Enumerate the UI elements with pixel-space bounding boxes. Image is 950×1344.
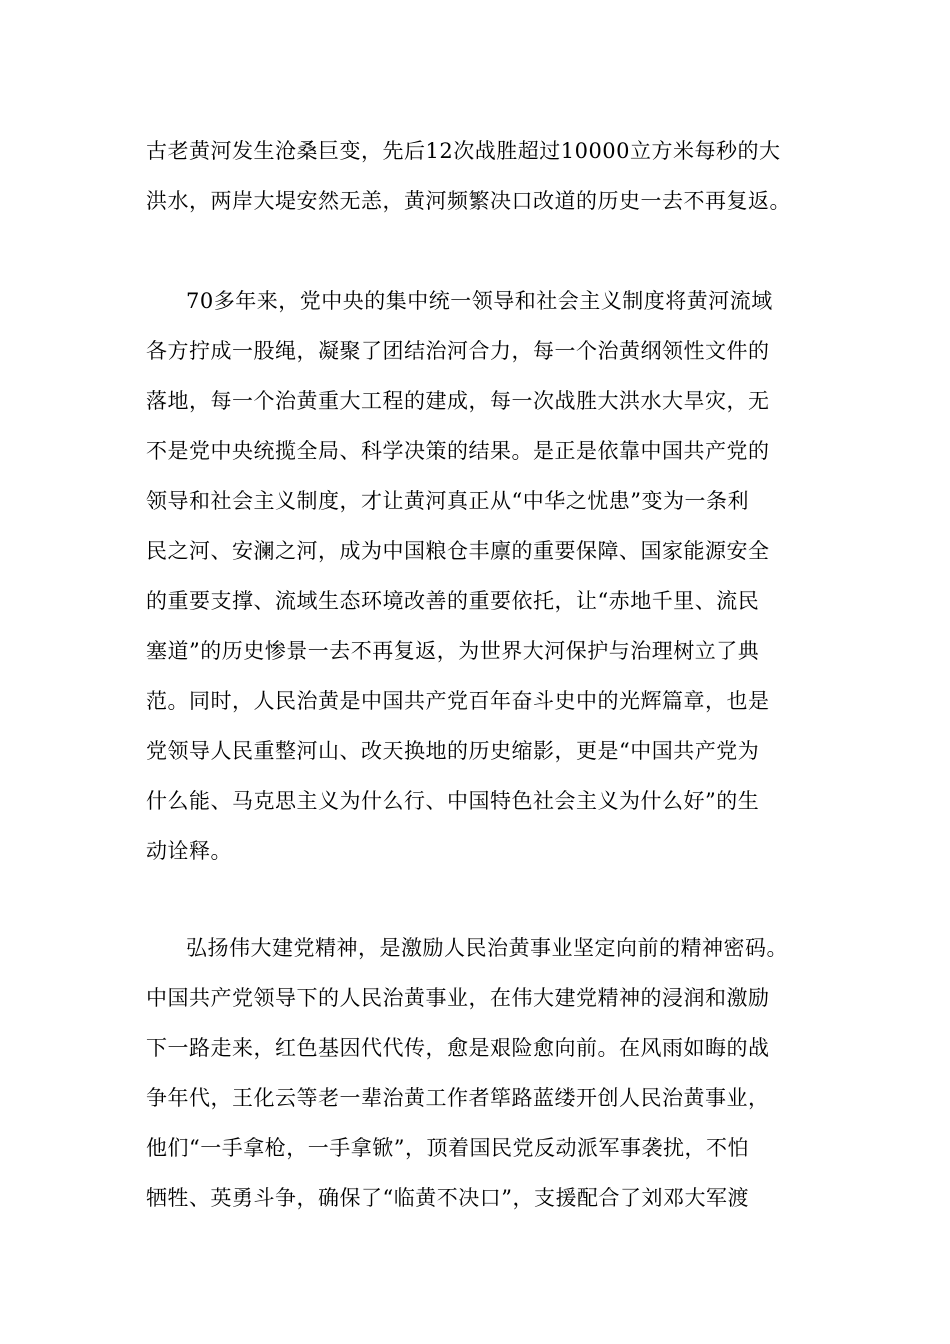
paragraph-2-line-1: 70多年来，党中央的集中统一领导和社会主义制度将黄河流域: [186, 289, 773, 313]
paragraph-3-line-4: 争年代，王化云等老一辈治黄工作者筚路蓝缕开创人民治黄事业，: [146, 1086, 770, 1110]
paragraph-3-line-2: 中国共产党领导下的人民治黄事业，在伟大建党精神的浸润和激励: [146, 986, 770, 1010]
paragraph-3-line-6: 牺牲、英勇斗争，确保了“临黄不决口”，支援配合了刘邓大军渡: [146, 1186, 749, 1210]
paragraph-1-line-1: 古老黄河发生沧桑巨变，先后12次战胜超过10000立方米每秒的大: [146, 139, 781, 163]
paragraph-2-line-2: 各方拧成一股绳，凝聚了团结治河合力，每一个治黄纲领性文件的: [146, 339, 770, 363]
paragraph-2-line-10: 党领导人民重整河山、改天换地的历史缩影，更是“中国共产党为: [146, 739, 760, 763]
paragraph-2-line-3: 落地，每一个治黄重大工程的建成，每一次战胜大洪水大旱灾，无: [146, 389, 770, 413]
paragraph-2-line-6: 民之河、安澜之河，成为中国粮仓丰廪的重要保障、国家能源安全: [146, 539, 770, 563]
paragraph-3-line-1: 弘扬伟大建党精神，是激励人民治黄事业坚定向前的精神密码。: [186, 936, 788, 960]
paragraph-3-line-5: 他们“一手拿枪，一手拿锨”，顶着国民党反动派军事袭扰，不怕: [146, 1136, 749, 1160]
paragraph-2-line-8: 塞道”的历史惨景一去不再复返，为世界大河保护与治理树立了典: [146, 639, 760, 663]
paragraph-3-line-3: 下一路走来，红色基因代代传，愈是艰险愈向前。在风雨如晦的战: [146, 1036, 770, 1060]
paragraph-2-line-12: 动诠释。: [146, 839, 232, 863]
paragraph-2-line-7: 的重要支撑、流域生态环境改善的重要依托，让“赤地千里、流民: [146, 589, 760, 613]
paragraph-2-line-11: 什么能、马克思主义为什么行、中国特色社会主义为什么好”的生: [146, 789, 760, 813]
paragraph-2-line-9: 范。同时，人民治黄是中国共产党百年奋斗史中的光辉篇章，也是: [146, 689, 770, 713]
paragraph-2-line-4: 不是党中央统揽全局、科学决策的结果。是正是依靠中国共产党的: [146, 439, 770, 463]
paragraph-2-line-5: 领导和社会主义制度，才让黄河真正从“中华之忧患”变为一条利: [146, 489, 749, 513]
paragraph-1-line-2: 洪水，两岸大堤安然无恙，黄河频繁决口改道的历史一去不再复返。: [146, 189, 791, 213]
